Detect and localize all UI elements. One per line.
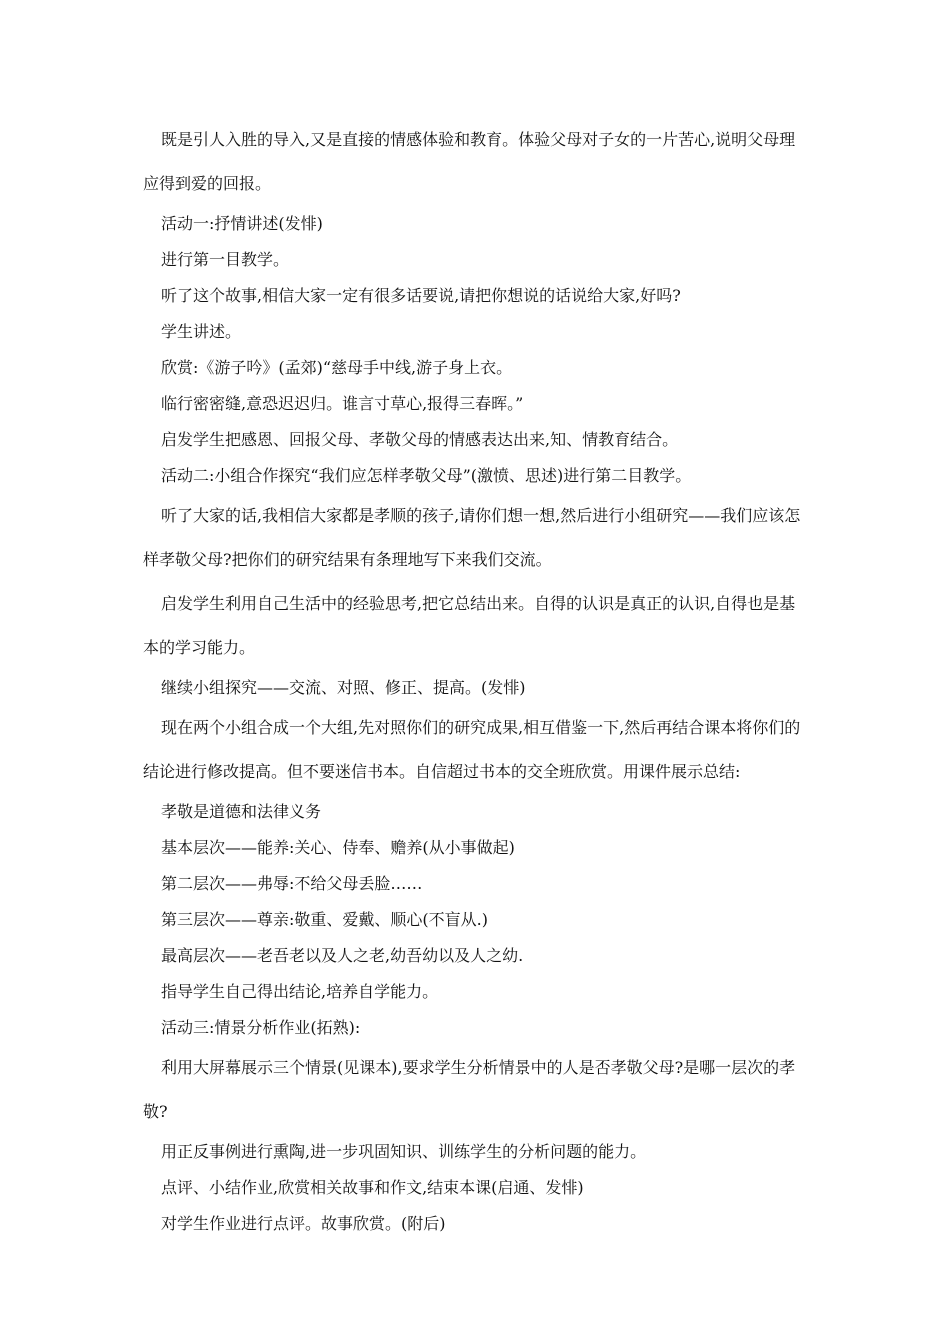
paragraph: 现在两个小组合成一个大组,先对照你们的研究成果,相互借鉴一下,然后再结合课本将你们的结论进行修改提高。但不要迷信书本。自信超过书本的交全班欣赏。用课件展示总结: [143,718,801,781]
paragraph: 第三层次——尊亲:敬重、爱戴、顺心(不盲从.) [161,910,488,929]
paragraph: 启发学生把感恩、回报父母、孝敬父母的情感表达出来,知、情教育结合。 [161,430,679,449]
paragraph: 点评、小结作业,欣赏相关故事和作文,结束本课(启通、发悱) [161,1178,584,1197]
paragraph: 进行第一目教学。 [161,250,290,269]
paragraph: 第二层次——弗辱:不给父母丢脸…… [161,874,423,893]
paragraph: 基本层次——能养:关心、侍奉、赡养(从小事做起) [161,838,515,857]
paragraph: 学生讲述。 [161,322,242,341]
paragraph: 孝敬是道德和法律义务 [161,802,322,821]
paragraph: 对学生作业进行点评。故事欣赏。(附后) [161,1214,446,1233]
paragraph: 用正反事例进行熏陶,进一步巩固知识、训练学生的分析问题的能力。 [161,1142,647,1161]
paragraph: 听了大家的话,我相信大家都是孝顺的孩子,请你们想一想,然后进行小组研究——我们应该怎样孝敬父母?把你们的研究结果有条理地写下来我们交流。 [143,506,801,569]
paragraph: 既是引人入胜的导入,又是直接的情感体验和教育。体验父母对子女的一片苦心,说明父母理应得到爱的回报。 [143,130,796,193]
paragraph: 继续小组探究——交流、对照、修正、提高。(发悱) [161,678,526,697]
paragraph: 活动二:小组合作探究“我们应怎样孝敬父母”(激愤、思述)进行第二目教学。 [161,466,692,485]
paragraph: 活动一:抒情讲述(发悱) [161,214,323,233]
paragraph: 欣赏:《游子吟》(孟郊)“慈母手中线,游子身上衣。 [161,358,513,377]
paragraph: 最高层次——老吾老以及人之老,幼吾幼以及人之幼. [161,946,524,965]
paragraph: 指导学生自己得出结论,培养自学能力。 [161,982,439,1001]
paragraph: 启发学生利用自己生活中的经验思考,把它总结出来。自得的认识是真正的认识,自得也是基本的学习能力。 [143,594,796,657]
paragraph: 听了这个故事,相信大家一定有很多话要说,请把你想说的话说给大家,好吗? [161,286,681,305]
paragraph: 利用大屏幕展示三个情景(见课本),要求学生分析情景中的人是否孝敬父母?是哪一层次的孝敬? [143,1058,796,1121]
paragraph: 活动三:情景分析作业(拓熟): [161,1018,361,1037]
document-body [143,118,808,1242]
paragraph: 临行密密缝,意恐迟迟归。谁言寸草心,报得三春晖。” [161,394,524,413]
